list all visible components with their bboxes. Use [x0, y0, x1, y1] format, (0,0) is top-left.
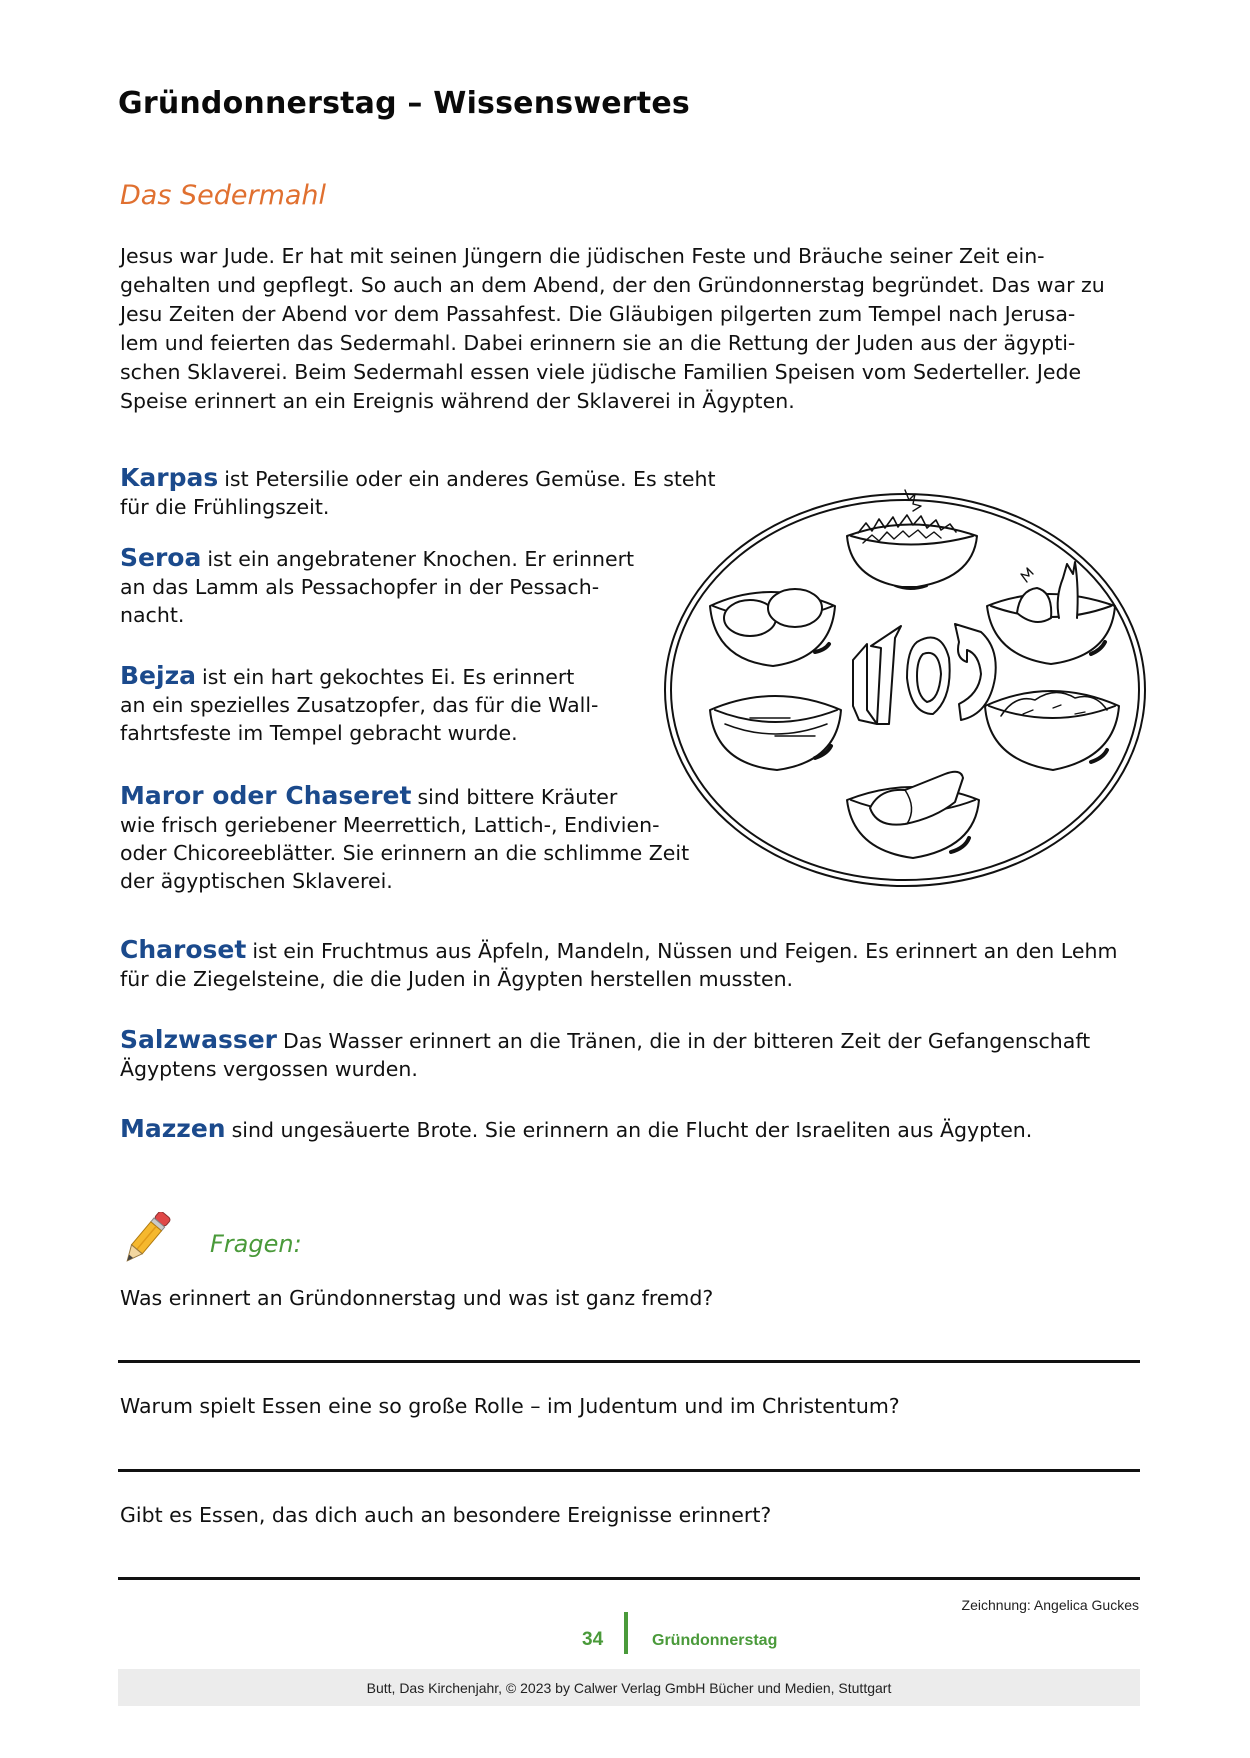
- bowl-salzwasser: [710, 696, 841, 770]
- question-2: Warum spielt Essen eine so große Rolle – im Judentum und im Christentum?: [120, 1394, 900, 1418]
- intro-line: Speise erinnert an ein Ereignis während der Sklaverei in Ägypten.: [120, 389, 795, 413]
- entry-text: Das Wasser erinnert an die Tränen, die in der bitteren Zeit der Gefangenschaft: [283, 1029, 1091, 1053]
- term-seroa: Seroa: [120, 543, 202, 572]
- question-1: Was erinnert an Gründonnerstag und was ist ganz fremd?: [120, 1286, 714, 1310]
- intro-line: schen Sklaverei. Beim Sedermahl essen viele jüdische Familien Speisen vom Sederteller. Jede: [120, 360, 1082, 384]
- entry-text: ist ein Fruchtmus aus Äpfeln, Mandeln, Nüssen und Feigen. Es erinnert an den Lehm: [252, 939, 1118, 963]
- term-karpas: Karpas: [120, 463, 219, 492]
- entry-text: fahrtsfeste im Tempel gebracht wurde.: [120, 721, 518, 745]
- term-maror: Maror oder Chaseret: [120, 781, 412, 810]
- term-charoset: Charoset: [120, 935, 247, 964]
- answer-line-1[interactable]: [118, 1360, 1140, 1363]
- intro-line: lem und feierten das Sedermahl. Dabei erinnern sie an die Rettung der Juden aus der ägypti-: [120, 331, 1076, 355]
- entry-text: an ein spezielles Zusatzopfer, das für die Wall-: [120, 693, 599, 717]
- illustration-credit: Zeichnung: Angelica Guckes: [961, 1597, 1139, 1613]
- page-title: Gründonnerstag – Wissenswertes: [118, 86, 690, 121]
- bowl-bejza: [710, 589, 835, 666]
- answer-line-2[interactable]: [118, 1469, 1140, 1472]
- entry-karpas: [120, 464, 716, 521]
- entry-maror: [120, 782, 689, 895]
- pencil-icon: [116, 1212, 176, 1268]
- bowl-maror: [847, 772, 979, 858]
- seder-plate-illustration: [655, 478, 1155, 888]
- hebrew-pesach-lettering: [853, 624, 996, 724]
- term-salzwasser: Salzwasser: [120, 1025, 278, 1054]
- entry-bejza: [120, 662, 598, 747]
- entry-mazzen: [120, 1115, 1032, 1144]
- entry-text: ist ein angebratener Knochen. Er erinnert: [207, 547, 635, 571]
- question-3: Gibt es Essen, das dich auch an besondere Ereignisse erinnert?: [120, 1503, 772, 1527]
- entry-salzwasser: [120, 1026, 1090, 1083]
- term-bejza: Bejza: [120, 661, 197, 690]
- entry-text: Ägyptens vergossen wurden.: [120, 1057, 418, 1081]
- term-mazzen: Mazzen: [120, 1114, 226, 1143]
- entry-text: sind bittere Kräuter: [417, 785, 618, 809]
- entry-text: ist ein hart gekochtes Ei. Es erinnert: [202, 665, 575, 689]
- entry-text: für die Frühlingszeit.: [120, 495, 330, 519]
- entry-charoset: [120, 936, 1117, 993]
- entry-text: ist Petersilie oder ein anderes Gemüse. Es steht: [224, 467, 716, 491]
- entry-text: wie frisch geriebener Meerrettich, Lattich-, Endivien-: [120, 813, 660, 837]
- footer-divider: [624, 1612, 628, 1654]
- entry-text: für die Ziegelsteine, die die Juden in Ägypten herstellen mussten.: [120, 967, 794, 991]
- intro-line: Jesus war Jude. Er hat mit seinen Jüngern die jüdischen Feste und Bräuche seiner Zeit ein-: [120, 244, 1045, 268]
- copyright-text: Butt, Das Kirchenjahr, © 2023 by Calwer Verlag GmbH Bücher und Medien, Stuttgart: [366, 1679, 892, 1696]
- intro-line: Jesu Zeiten der Abend vor dem Passahfest. Die Gläubigen pilgerten zum Tempel nach Jerusa-: [120, 302, 1076, 326]
- entry-text: oder Chicoreeblätter. Sie erinnern an die schlimme Zeit: [120, 841, 690, 865]
- copyright-band: [118, 1669, 1140, 1706]
- entry-seroa: [120, 544, 634, 629]
- section-title: Das Sedermahl: [120, 180, 327, 211]
- intro-line: gehalten und gepflegt. So auch an dem Abend, der den Gründonnerstag begründet. Das war zu: [120, 273, 1105, 297]
- entry-text: der ägyptischen Sklaverei.: [120, 869, 393, 893]
- bowl-seroa: [987, 562, 1115, 664]
- intro-paragraph: [120, 242, 1140, 416]
- questions-label: Fragen:: [210, 1230, 302, 1258]
- page-number: 34: [582, 1629, 604, 1650]
- answer-line-3[interactable]: [118, 1577, 1140, 1580]
- entry-text: nacht.: [120, 603, 185, 627]
- bowl-charoset: [985, 691, 1119, 770]
- entry-text: an das Lamm als Pessachopfer in der Pessach-: [120, 575, 600, 599]
- chapter-name: Gründonnerstag: [652, 1632, 778, 1649]
- entry-text: sind ungesäuerte Brote. Sie erinnern an die Flucht der Israeliten aus Ägypten.: [231, 1118, 1033, 1142]
